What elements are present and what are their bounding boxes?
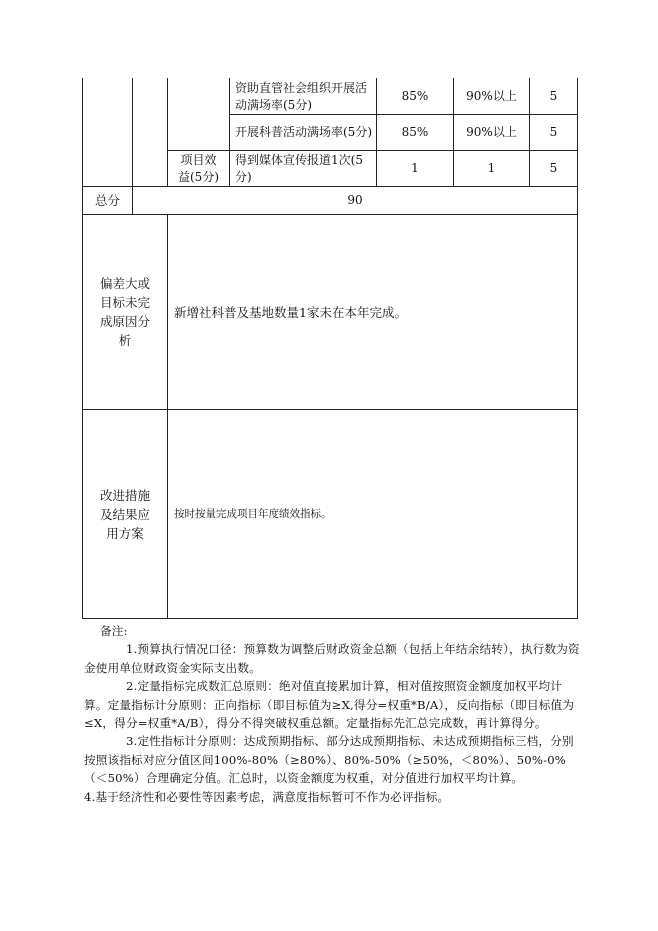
- actual-cell: 90%以上: [466, 125, 517, 139]
- target-cell: 85%: [401, 125, 429, 139]
- deviation-text: 新增社科普及基地数量1家未在本年完成。: [174, 304, 407, 320]
- improve-text: 按时按量完成项目年度绩效指标。: [174, 507, 332, 520]
- actual-cell: 1: [487, 161, 496, 175]
- notes-section: [84, 622, 584, 806]
- col-divider-1: [132, 78, 133, 186]
- table-border-right: [577, 78, 578, 619]
- target-cell: 1: [411, 161, 419, 175]
- note-item-1: 1.预算执行情况口径：预算数为调整后财政资金总额（包括上年结余结转），执行数为资金使用单位财政资金实际支出数。: [84, 642, 580, 675]
- score-cell: 5: [549, 125, 558, 139]
- score-cell: 5: [549, 161, 558, 175]
- total-value: 90: [347, 193, 363, 207]
- table-border-bottom: [82, 618, 578, 619]
- improve-label: 改进措施及结果应用方案: [99, 487, 150, 541]
- actual-cell: 90%以上: [466, 89, 517, 103]
- note-item-3: 3.定性指标计分原则：达成预期指标、部分达成预期指标、未达成预期指标三档，分别按照该指标对应分值区间100%-80%（≥80%）、80%-50%（≥50%，＜80%）、50%-0%（＜50%）合理确定分值。汇总时，以资金额度为权重，对分值进行加权平均计算。: [84, 734, 574, 786]
- indicator-cell: 开展科普活动满场率(5分): [235, 125, 372, 139]
- note-item-2: 2.定量指标完成数汇总原则：绝对值直接累加计算，相对值按照资金额度加权平均计算。定量指标计分原则：正向指标（即目标值为≥X,得分=权重*B/A），反向指标（即目标值为≤X，得分=权重*A/B），得分不得突破权重总额。定量指标先汇总完成数，再计算得分。: [84, 679, 575, 731]
- note-item-4: 4.基于经济性和必要性等因素考虑，满意度指标暂可不作为必评指标。: [84, 789, 450, 804]
- total-label: 总分: [94, 193, 120, 208]
- target-cell: 85%: [401, 89, 429, 103]
- score-cell: 5: [549, 89, 558, 103]
- indicator-cell: 资助直管社会组织开展活动满场率(5分): [235, 80, 368, 112]
- indicator-cell: 得到媒体宣传报道1次(5分): [235, 152, 363, 184]
- deviation-label: 偏差大或目标未完成原因分析: [99, 276, 150, 348]
- category-cell: 项目效益(5分): [178, 152, 219, 184]
- notes-title: 备注:: [100, 624, 128, 638]
